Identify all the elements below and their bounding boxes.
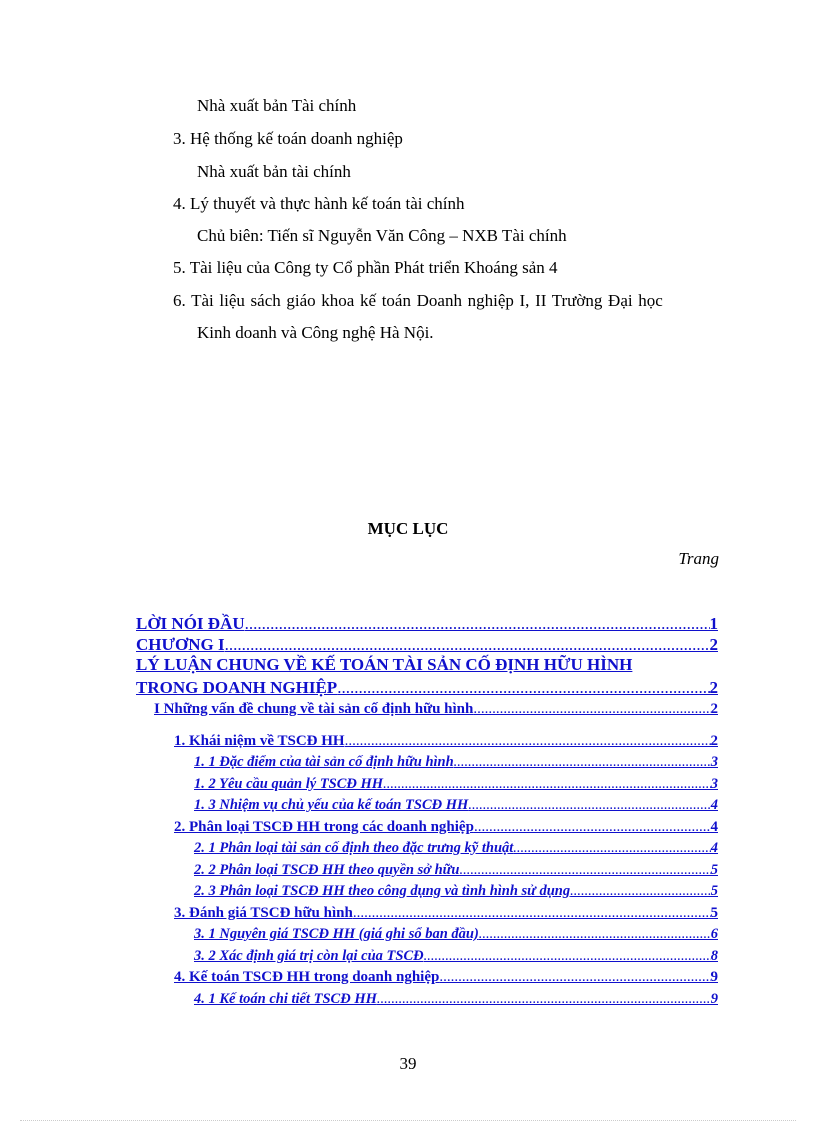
reference-line: Kinh doanh và Công nghệ Hà Nội. [197, 323, 434, 342]
toc-entry-page: 1 [709, 614, 718, 633]
toc-entry-page: 4 [710, 797, 718, 813]
toc-entry-page: 9 [710, 969, 718, 985]
reference-item: 6. Tài liệu sách giáo khoa kế toán Doanh nghiệp I, II Trường Đại học [173, 291, 663, 310]
toc-entry-label: CHƯƠNG I [136, 635, 225, 654]
toc-leader [383, 776, 711, 793]
toc-entry-page: 5 [710, 883, 718, 899]
toc-entry[interactable] [194, 926, 718, 943]
toc-entry-label: 1. 3 Nhiệm vụ chủ yếu của kế toán TSCĐ HH [194, 797, 469, 813]
toc-entry-label: 2. 3 Phân loại TSCĐ HH theo công dụng và tình hình sử dụng [194, 883, 571, 899]
toc-entry[interactable] [194, 862, 718, 879]
toc-entry[interactable] [136, 614, 718, 634]
toc-entry-label: 2. Phân loại TSCĐ HH trong các doanh nghiệp [174, 819, 474, 835]
toc-entry-label: 1. Khái niệm về TSCĐ HH [174, 733, 345, 749]
reference-item: 5. Tài liệu của Công ty Cổ phần Phát triển Khoáng sản 4 [173, 258, 558, 277]
toc-entry-page: 9 [710, 991, 718, 1007]
toc-entry-label: 3. Đánh giá TSCĐ hữu hình [174, 905, 353, 921]
toc-entry-page: 3 [710, 776, 718, 792]
toc-entry-label: 4. 1 Kế toán chi tiết TSCĐ HH [194, 991, 377, 1007]
toc-entry-label: 2. 1 Phân loại tài sản cố định theo đặc trưng kỹ thuật [194, 840, 514, 856]
toc-entry[interactable] [194, 754, 718, 771]
toc-leader [468, 797, 710, 814]
page-number: 39 [399, 1054, 417, 1073]
reference-item: 4. Lý thuyết và thực hành kế toán tài chính [173, 194, 465, 213]
reference-line: Chủ biên: Tiến sĩ Nguyễn Văn Công – NXB Tài chính [197, 226, 567, 245]
toc-page-header: Trang [678, 549, 719, 568]
toc-entry-label: I Những vấn đề chung về tài sản cố định hữu hình [154, 701, 474, 717]
toc-leader [439, 969, 710, 986]
toc-leader [479, 926, 711, 943]
toc-entry-page: 6 [710, 926, 718, 942]
toc-entry[interactable] [194, 776, 718, 793]
toc-entry-label: LỜI NÓI ĐẦU [136, 614, 245, 633]
toc-entry-label: 1. 2 Yêu cầu quản lý TSCĐ HH [194, 776, 384, 792]
toc-entry-page: 2 [710, 733, 718, 749]
toc-entry-page: 5 [710, 905, 718, 921]
toc-leader [377, 991, 711, 1008]
page-bottom-divider [20, 1120, 796, 1121]
toc-entry-page: 2 [710, 701, 718, 717]
toc-entry-page: 4 [710, 819, 718, 835]
toc-leader [337, 678, 709, 698]
toc-entry-label: TRONG DOANH NGHIỆP [136, 678, 338, 697]
toc-entry-label: 3. 1 Nguyên giá TSCĐ HH (giá ghi sổ ban đầu) [194, 926, 479, 942]
toc-entry[interactable] [194, 948, 718, 965]
toc-entry-page: 4 [710, 840, 718, 856]
toc-entry-page: 8 [710, 948, 718, 964]
toc-leader [424, 948, 711, 965]
toc-entry[interactable] [174, 969, 718, 986]
reference-item: 3. Hệ thống kế toán doanh nghiệp [173, 129, 403, 148]
toc-chapter-title[interactable]: LÝ LUẬN CHUNG VỀ KẾ TOÁN TÀI SẢN CỐ ĐỊNH HỮU HÌNH [136, 655, 633, 674]
toc-entry[interactable] [194, 797, 718, 814]
toc-entry[interactable] [136, 678, 718, 698]
toc-leader [245, 614, 710, 634]
reference-line: Nhà xuất bản tài chính [197, 162, 351, 181]
toc-leader [473, 701, 710, 718]
toc-entry[interactable] [174, 733, 718, 750]
toc-entry-page: 5 [710, 862, 718, 878]
toc-entry[interactable] [154, 701, 718, 718]
toc-entry[interactable] [194, 883, 718, 900]
toc-entry[interactable] [194, 991, 718, 1008]
toc-entry-page: 3 [710, 754, 718, 770]
toc-leader [454, 754, 711, 771]
toc-leader [570, 883, 711, 900]
toc-title: MỤC LỤC [367, 519, 449, 538]
toc-entry-label: 3. 2 Xác định giá trị còn lại của TSCĐ [194, 948, 424, 964]
toc-entry[interactable] [174, 819, 718, 836]
toc-leader [459, 862, 710, 879]
toc-entry[interactable] [174, 905, 718, 922]
toc-entry[interactable] [194, 840, 718, 857]
toc-entry[interactable] [136, 635, 718, 655]
toc-leader [225, 635, 710, 655]
toc-entry-page: 2 [709, 678, 718, 697]
toc-entry-label: 1. 1 Đặc điểm của tài sản cố định hữu hình [194, 754, 454, 770]
toc-entry-page: 2 [709, 635, 718, 654]
toc-leader [513, 840, 710, 857]
toc-entry-label: 2. 2 Phân loại TSCĐ HH theo quyền sở hữu [194, 862, 460, 878]
toc-leader [353, 905, 711, 922]
toc-entry-label: 4. Kế toán TSCĐ HH trong doanh nghiệp [174, 969, 440, 985]
toc-leader [345, 733, 711, 750]
reference-line: Nhà xuất bản Tài chính [197, 96, 357, 115]
toc-leader [474, 819, 711, 836]
